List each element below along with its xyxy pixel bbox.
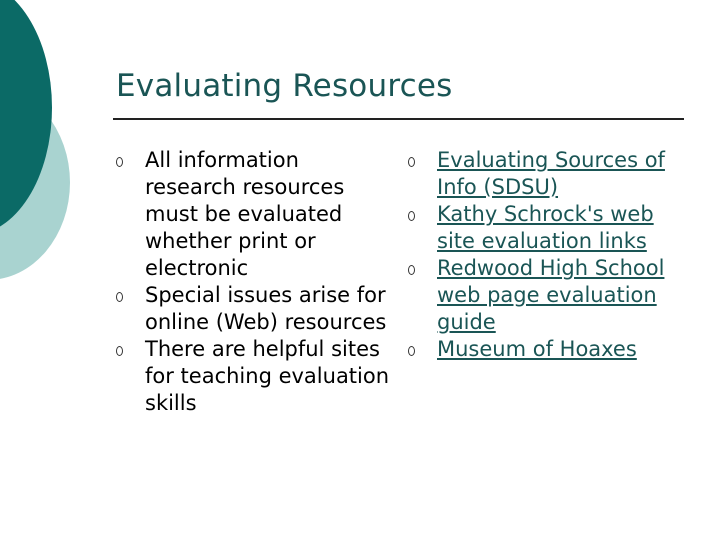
- bullet-item: [116, 282, 396, 336]
- hollow-bullet-icon: [408, 346, 415, 356]
- left-bullet-list: [116, 147, 396, 417]
- slide-title: Evaluating Resources: [116, 68, 453, 104]
- link-museum-of-hoaxes[interactable]: Museum of Hoaxes: [437, 337, 637, 361]
- link-redwood-high[interactable]: Redwood High School web page evaluation guide: [437, 256, 665, 334]
- link-item: [408, 201, 693, 255]
- link-item: [408, 336, 693, 363]
- hollow-bullet-icon: [116, 157, 123, 167]
- bullet-item: [116, 147, 396, 282]
- bullet-item: [116, 336, 396, 417]
- hollow-bullet-icon: [116, 346, 123, 356]
- bullet-text: Special issues arise for online (Web) resources: [145, 283, 387, 334]
- hollow-bullet-icon: [116, 292, 123, 302]
- right-link-list: [408, 147, 693, 363]
- link-item: [408, 255, 693, 336]
- link-kathy-schrock[interactable]: Kathy Schrock's web site evaluation links: [437, 202, 654, 253]
- hollow-bullet-icon: [408, 211, 415, 221]
- bullet-text: All information research resources must be evaluated whether print or electronic: [145, 148, 345, 280]
- link-sdsu-evaluating-sources[interactable]: Evaluating Sources of Info (SDSU): [437, 148, 665, 199]
- title-underline-divider: [113, 118, 684, 120]
- bullet-text: There are helpful sites for teaching evaluation skills: [145, 337, 390, 415]
- link-item: [408, 147, 693, 201]
- hollow-bullet-icon: [408, 265, 415, 275]
- hollow-bullet-icon: [408, 157, 415, 167]
